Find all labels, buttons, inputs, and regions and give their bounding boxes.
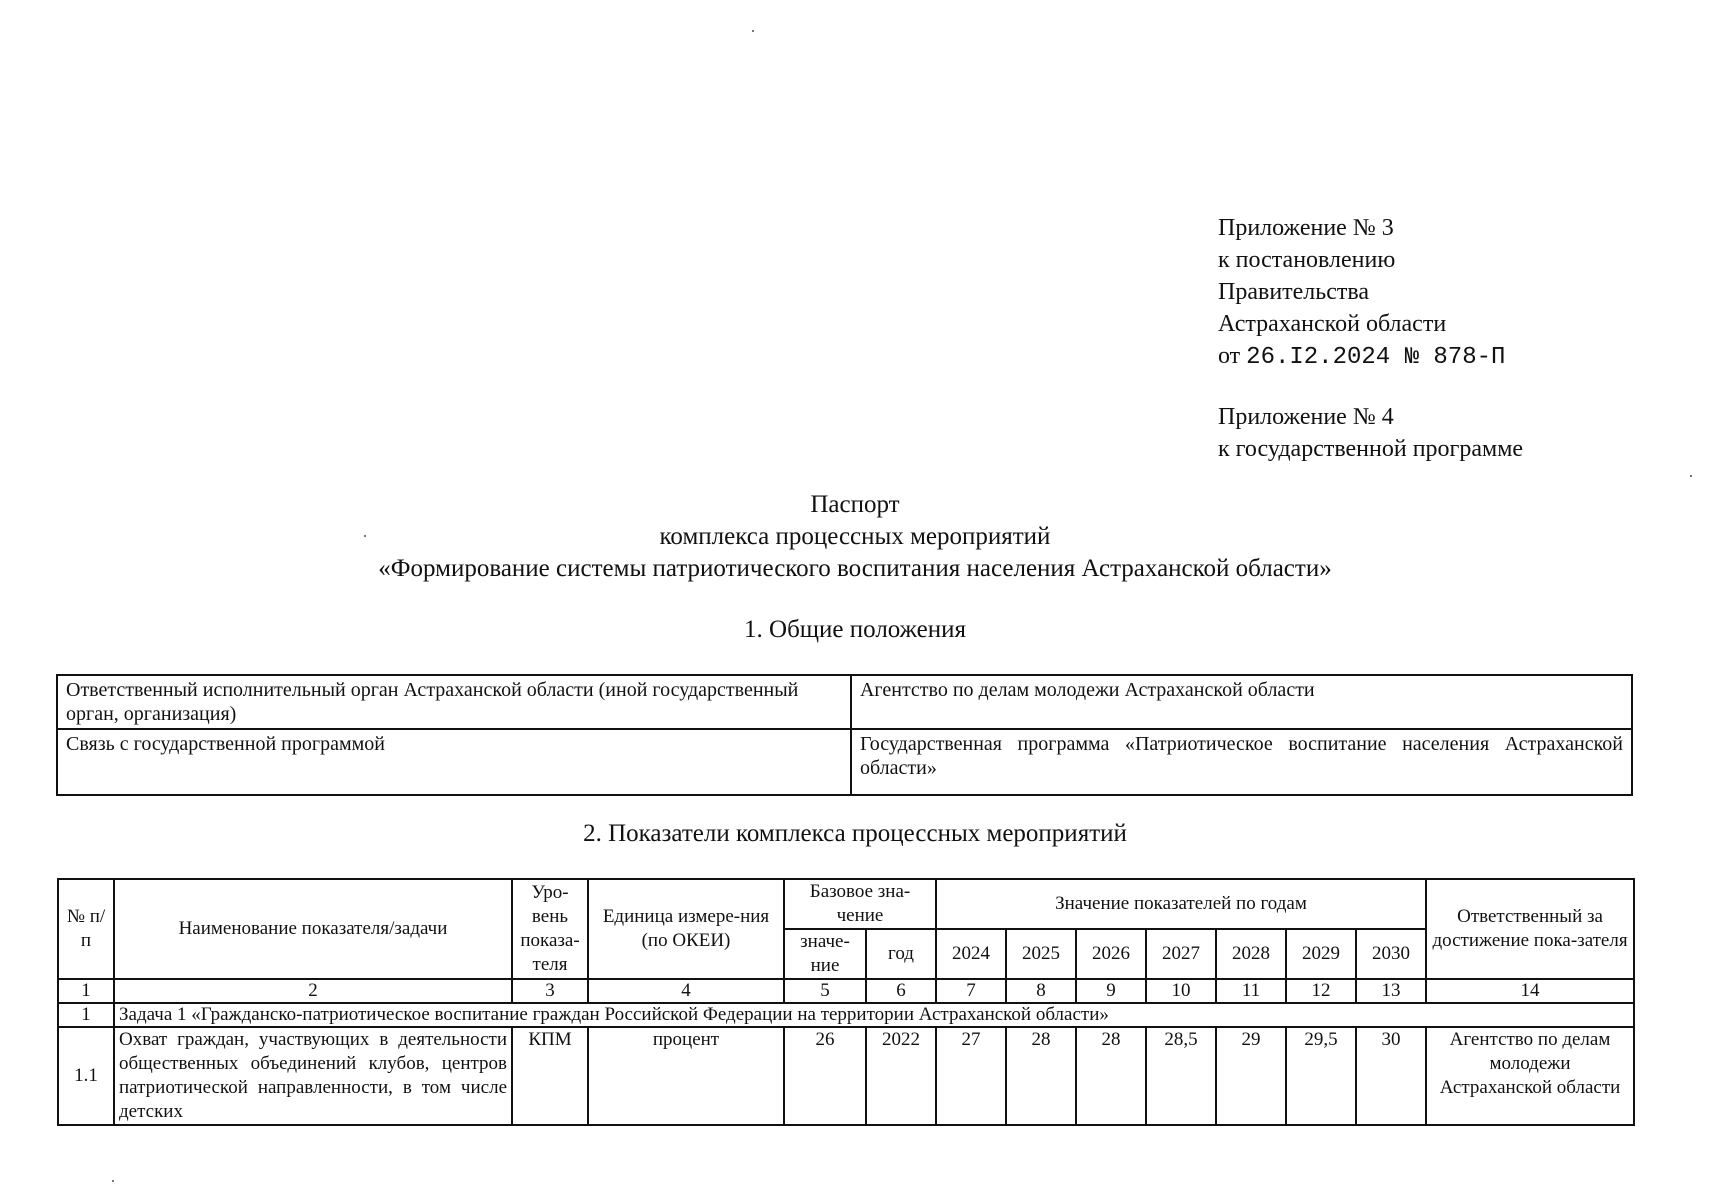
row-level: КПМ xyxy=(512,1027,588,1125)
column-number-row xyxy=(58,979,1634,1003)
header-base-year: год xyxy=(866,929,936,979)
program-link-label: Связь с государственной программой xyxy=(57,729,851,795)
column-number: 11 xyxy=(1216,979,1286,1003)
row-value: 30 xyxy=(1356,1027,1426,1125)
row-value: 28,5 xyxy=(1146,1027,1216,1125)
appendix-3-date xyxy=(1218,340,1505,374)
section-2-heading: 2. Показатели комплекса процессных мероприятий xyxy=(583,820,1127,847)
indicators-table xyxy=(57,878,1635,1126)
row-name: Охват граждан, участвующих в деятельности общественных объединений клубов, центров патриотической направленности, в том числе детских xyxy=(114,1027,512,1125)
row-responsible: Агентство по делам молодежи Астраханской области xyxy=(1426,1027,1634,1125)
column-number: 14 xyxy=(1426,979,1634,1003)
column-number: 1 xyxy=(58,979,114,1003)
header-year: 2025 xyxy=(1006,929,1076,979)
row-base-value: 26 xyxy=(784,1027,866,1125)
column-number: 9 xyxy=(1076,979,1146,1003)
table-row xyxy=(57,675,1632,729)
section-1-heading: 1. Общие положения xyxy=(744,616,966,643)
appendix-3-title: Приложение № 3 xyxy=(1218,215,1394,241)
appendix-3-line: к постановлению xyxy=(1218,247,1396,273)
scan-speck xyxy=(1690,475,1692,477)
header-year: 2027 xyxy=(1146,929,1216,979)
task-num: 1 xyxy=(58,1003,114,1027)
row-value: 28 xyxy=(1006,1027,1076,1125)
row-value: 29 xyxy=(1216,1027,1286,1125)
table-row xyxy=(58,1027,1634,1125)
column-number: 7 xyxy=(936,979,1006,1003)
program-link-value: Государственная программа «Патриотическое воспитание населения Астраханской области» xyxy=(851,729,1632,795)
appendix-3-line: Астраханской области xyxy=(1218,311,1447,337)
column-number: 2 xyxy=(114,979,512,1003)
scan-speck xyxy=(112,1180,114,1182)
title-line-1: Паспорт xyxy=(810,491,900,518)
header-by-years: Значение показателей по годам xyxy=(936,879,1426,929)
header-base: Базовое зна-чение xyxy=(784,879,936,929)
responsible-value: Агентство по делам молодежи Астраханской области xyxy=(851,675,1632,729)
header-year: 2028 xyxy=(1216,929,1286,979)
row-value: 27 xyxy=(936,1027,1006,1125)
header-num: № п/п xyxy=(58,879,114,979)
header-year: 2026 xyxy=(1076,929,1146,979)
title-line-3: «Формирование системы патриотического воспитания населения Астраханской области» xyxy=(378,555,1332,582)
column-number: 8 xyxy=(1006,979,1076,1003)
appendix-4-title: Приложение № 4 xyxy=(1218,404,1394,430)
passport-title xyxy=(0,489,1710,585)
column-number: 3 xyxy=(512,979,588,1003)
row-value: 29,5 xyxy=(1286,1027,1356,1125)
column-number: 5 xyxy=(784,979,866,1003)
header-unit: Единица измере-ния (по ОКЕИ) xyxy=(588,879,784,979)
appendix-3-block xyxy=(1218,212,1505,374)
appendix-3-line: Правительства xyxy=(1218,279,1370,305)
column-number: 12 xyxy=(1286,979,1356,1003)
title-line-2: комплекса процессных мероприятий xyxy=(659,523,1051,550)
appendix-4-line: к государственной программе xyxy=(1218,436,1524,462)
scan-speck xyxy=(364,535,366,537)
task-row xyxy=(58,1003,1634,1027)
row-base-year: 2022 xyxy=(866,1027,936,1125)
header-responsible: Ответственный за достижение пока-зателя xyxy=(1426,879,1634,979)
column-number: 10 xyxy=(1146,979,1216,1003)
task-text: Задача 1 «Гражданско-патриотическое воспитание граждан Российской Федерации на территории Астраханской области» xyxy=(114,1003,1634,1027)
date-prefix: от xyxy=(1218,343,1241,369)
row-num: 1.1 xyxy=(58,1027,114,1125)
row-unit: процент xyxy=(588,1027,784,1125)
column-number: 6 xyxy=(866,979,936,1003)
header-year: 2024 xyxy=(936,929,1006,979)
header-level: Уро-вень показа-теля xyxy=(512,879,588,979)
header-year: 2029 xyxy=(1286,929,1356,979)
scan-speck xyxy=(752,30,754,32)
header-base-value: значе-ние xyxy=(784,929,866,979)
table-row xyxy=(57,729,1632,795)
header-row xyxy=(58,879,1634,929)
responsible-label: Ответственный исполнительный орган Астраханской области (иной государственный орган, организация) xyxy=(57,675,851,729)
column-number: 13 xyxy=(1356,979,1426,1003)
header-name: Наименование показателя/задачи xyxy=(114,879,512,979)
row-value: 28 xyxy=(1076,1027,1146,1125)
column-number: 4 xyxy=(588,979,784,1003)
date-value: 26.I2.2024 № 878-П xyxy=(1246,344,1506,371)
appendix-4-block xyxy=(1218,401,1523,465)
general-provisions-table xyxy=(56,674,1633,796)
header-year: 2030 xyxy=(1356,929,1426,979)
